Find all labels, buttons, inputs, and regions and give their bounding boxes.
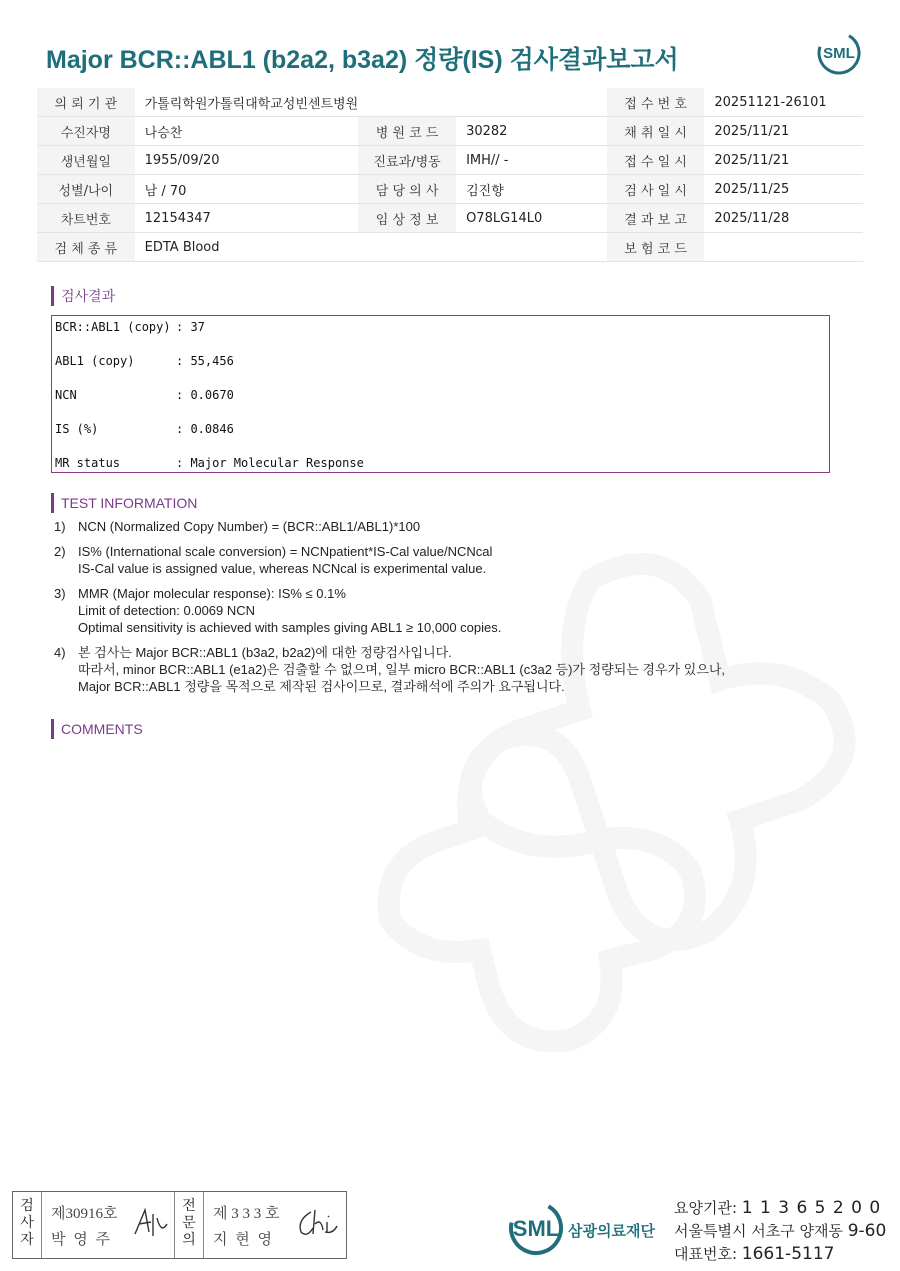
examiner-license-number: 제30916호: [51, 1206, 118, 1222]
info-label: 수진자명: [37, 117, 135, 146]
info-label: 병 원 코 드: [358, 117, 456, 146]
test-info-line: Major BCR::ABL1 정량을 목적으로 제작된 검사이므로, 결과해석에 주의가 요구됩니다.: [78, 679, 565, 694]
result-name: MR status: [55, 456, 121, 470]
info-label: 차트번호: [37, 204, 135, 233]
footer-org-name: 삼광의료재단: [568, 1222, 655, 1240]
info-row: [37, 117, 863, 146]
info-label: [358, 233, 456, 262]
info-row: [37, 146, 863, 175]
footer-logo-text: SML: [512, 1216, 560, 1241]
specialist-name: 지 현 영: [213, 1232, 274, 1248]
result-line: [55, 388, 234, 402]
info-label: 결 과 보 고: [607, 204, 705, 233]
info-value: 1955/09/20: [135, 146, 359, 175]
test-info-heading: TEST INFORMATION: [51, 493, 197, 513]
result-colon: :: [176, 354, 191, 368]
result-value: 37: [190, 320, 205, 334]
test-info-line: Optimal sensitivity is achieved with samples giving ABL1 ≥ 10,000 copies.: [78, 620, 502, 635]
result-line: [55, 354, 234, 368]
test-info-number: 3): [54, 586, 66, 601]
result-colon: :: [176, 388, 191, 402]
result-colon: :: [176, 320, 191, 334]
results-box: [51, 315, 830, 473]
result-value: Major Molecular Response: [190, 456, 364, 470]
info-label: 임 상 정 보: [358, 204, 456, 233]
test-info-number: 4): [54, 645, 66, 660]
specialist-license-number: 제 3 3 3 호: [213, 1206, 280, 1222]
info-row: [37, 175, 863, 204]
info-row: [37, 204, 863, 233]
comments-heading: COMMENTS: [51, 719, 143, 739]
info-row: [37, 88, 863, 117]
info-label: 생년월일: [37, 146, 135, 175]
info-value: 2025/11/21: [704, 117, 863, 146]
info-label: 채 취 일 시: [607, 117, 705, 146]
info-value: 30282: [456, 117, 607, 146]
signature-stamp: [12, 1191, 347, 1259]
test-info-line: NCN (Normalized Copy Number) = (BCR::ABL1/ABL1)*100: [78, 519, 421, 534]
test-info-line: IS-Cal value is assigned value, whereas NCNcal is experimental value.: [78, 561, 487, 576]
test-info-item: [54, 518, 725, 535]
result-value: 55,456: [190, 354, 234, 368]
info-row: [37, 233, 863, 262]
examiner-label: 검 사 자: [13, 1192, 42, 1258]
results-heading: 검사결과: [51, 286, 115, 306]
result-name: NCN: [55, 388, 77, 402]
result-name: IS (%): [55, 422, 99, 436]
info-value: [456, 88, 607, 117]
test-info-line: Limit of detection: 0.0069 NCN: [78, 603, 256, 618]
sml-logo-text: SML: [823, 45, 855, 62]
info-label: 진료과/병동: [358, 146, 456, 175]
info-value: 2025/11/25: [704, 175, 863, 204]
info-value: 김진향: [456, 175, 607, 204]
result-line: [55, 456, 364, 470]
info-value: 2025/11/21: [704, 146, 863, 175]
test-info-number: 1): [54, 519, 66, 534]
examiner-name: 박 영 주: [51, 1232, 112, 1248]
result-colon: :: [176, 422, 191, 436]
result-value: 0.0670: [190, 388, 234, 402]
info-label: 검 사 일 시: [607, 175, 705, 204]
footer-phone: 대표번호: 1661-5117: [674, 1244, 835, 1264]
info-value: 12154347: [135, 204, 359, 233]
info-value: 남 / 70: [135, 175, 359, 204]
info-label: 의 뢰 기 관: [37, 88, 135, 117]
watermark-cross: [360, 540, 900, 1060]
specialist-label: 전 문 의: [175, 1192, 204, 1258]
test-info-line: IS% (International scale conversion) = NCNpatient*IS-Cal value/NCNcal: [78, 544, 493, 559]
info-value: EDTA Blood: [135, 233, 359, 262]
info-value: [704, 233, 863, 262]
result-value: 0.0846: [190, 422, 234, 436]
result-line: [55, 320, 205, 334]
info-value: 나승찬: [135, 117, 359, 146]
info-label: [358, 88, 456, 117]
info-label: 검 체 종 류: [37, 233, 135, 262]
sml-logo: [816, 30, 862, 76]
footer-address: 서울특별시 서초구 양재동 9-60: [674, 1221, 887, 1241]
info-value: [456, 233, 607, 262]
footer-institution-code: 요양기관: 1 1 3 6 5 2 0 0: [674, 1198, 882, 1218]
info-label: 성별/나이: [37, 175, 135, 204]
patient-info-table: [37, 88, 863, 262]
info-value: 20251121-26101: [704, 88, 863, 117]
test-info-number: 2): [54, 544, 66, 559]
info-label: 접 수 일 시: [607, 146, 705, 175]
footer-logo: [508, 1200, 668, 1264]
result-line: [55, 422, 234, 436]
specialist-signature: [295, 1206, 339, 1240]
info-value: IMH// -: [456, 146, 607, 175]
info-value: 2025/11/28: [704, 204, 863, 233]
test-info-line: 따라서, minor BCR::ABL1 (e1a2)은 검출할 수 없으며, 일부 micro BCR::ABL1 (c3a2 등)가 정량되는 경우가 있으나,: [78, 662, 726, 677]
result-colon: :: [176, 456, 191, 470]
report-title: Major BCR::ABL1 (b2a2, b3a2) 정량(IS) 검사결과보고서: [46, 46, 679, 74]
examiner-signature: [131, 1206, 171, 1240]
test-info-line: MMR (Major molecular response): IS% ≤ 0.1%: [78, 586, 346, 601]
info-value: 가톨릭학원가톨릭대학교성빈센트병원: [135, 88, 359, 117]
info-value: O78LG14L0: [456, 204, 607, 233]
info-label: 접 수 번 호: [607, 88, 705, 117]
result-name: BCR::ABL1 (copy): [55, 320, 171, 334]
info-label: 보 험 코 드: [607, 233, 705, 262]
info-label: 담 당 의 사: [358, 175, 456, 204]
test-info-line: 본 검사는 Major BCR::ABL1 (b3a2, b2a2)에 대한 정량검사입니다.: [78, 645, 452, 660]
result-name: ABL1 (copy): [55, 354, 135, 368]
